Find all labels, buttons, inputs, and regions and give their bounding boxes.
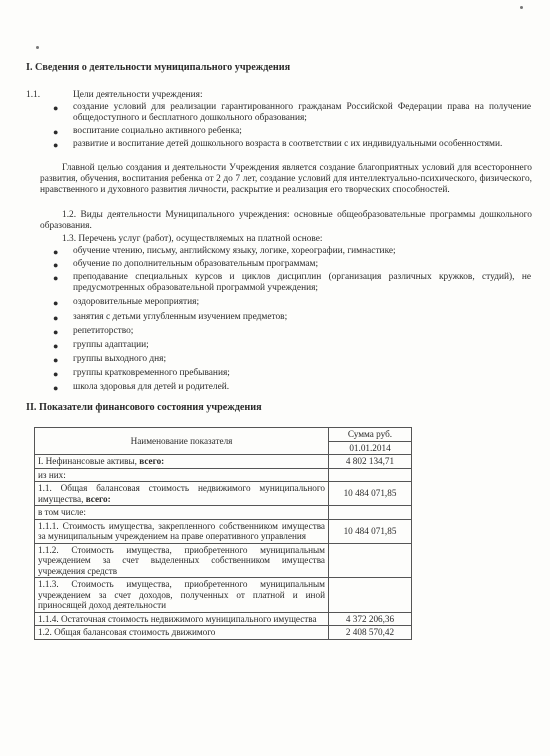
financial-table: [34, 427, 412, 640]
service-item: группы выходного дня;: [73, 354, 167, 364]
bullet-icon: ●: [53, 140, 59, 150]
bullet-icon: ●: [53, 313, 59, 323]
goals-label: 1.1.: [26, 90, 41, 100]
bullet-icon: ●: [53, 369, 59, 379]
row-value: 4 802 134,71: [329, 455, 412, 469]
row-value: [329, 468, 412, 482]
table-row: [35, 455, 412, 469]
row-value: [329, 506, 412, 520]
service-item: обучение чтению, письму, английскому языку, логике, хореографии, гимнастике;: [73, 246, 396, 256]
bullet-icon: ●: [53, 355, 59, 365]
bullet-icon: ●: [53, 327, 59, 337]
scan-speck: [520, 6, 523, 9]
row-name: из них:: [35, 468, 329, 482]
table-row: [35, 543, 412, 578]
goals-title: Цели деятельности учреждения:: [73, 90, 203, 100]
row-name: I. Нефинансовые активы, всего:: [35, 455, 329, 469]
bullet-icon: ●: [53, 298, 59, 308]
bullet-icon: ●: [53, 341, 59, 351]
table-row: [35, 612, 412, 626]
row-value: 2 408 570,42: [329, 626, 412, 640]
bullet-icon: ●: [53, 247, 59, 257]
table-row: [35, 519, 412, 543]
service-item: репетиторство;: [73, 326, 134, 336]
bullet-icon: ●: [53, 383, 59, 393]
service-item: преподавание специальных курсов и циклов дисциплин (организация различных кружков, студий), не предусмотренных образовательной программой учреждения;: [73, 272, 531, 293]
service-item: обучение по дополнительным образовательным программам;: [73, 259, 319, 269]
service-item: занятия с детьми углубленным изучением предметов;: [73, 312, 288, 322]
table-row: [35, 506, 412, 520]
row-value: [329, 578, 412, 613]
bullet-icon: ●: [53, 127, 59, 137]
service-item: группы кратковременного пребывания;: [73, 368, 230, 378]
bullet-icon: ●: [53, 273, 59, 283]
row-name: в том числе:: [35, 506, 329, 520]
row-name: 1.1. Общая балансовая стоимость недвижимого муниципального имущества, всего:: [35, 482, 329, 506]
table-header-row: [35, 428, 412, 442]
table-row: [35, 482, 412, 506]
row-name: 1.1.3. Стоимость имущества, приобретенного муниципальным учреждением за счет доходов, полученных от платной и иной приносящей доход деятельности: [35, 578, 329, 613]
activities-paragraph: 1.2. Виды деятельности Муниципального учреждения: основные общеобразовательные программы дошкольного образования.: [40, 210, 532, 231]
services-title: 1.3. Перечень услуг (работ), осуществляемых на платной основе:: [62, 234, 323, 244]
main-goal-paragraph: Главной целью создания и деятельности Учреждения является создание благоприятных условий для всестороннего развития, обучения, воспитания ребенка от 2 до 7 лет, создание условий для интеллектуально-психического, физического, нравственного и духовного развития личности, раскрытие и реализация его творческих способностей.: [40, 163, 532, 195]
header-sum: Сумма руб.: [329, 428, 412, 442]
service-item: оздоровительные мероприятия;: [73, 297, 200, 307]
section1-title: I. Сведения о деятельности муниципального учреждения: [26, 62, 291, 73]
row-value: 10 484 071,85: [329, 482, 412, 506]
bullet-icon: ●: [53, 103, 59, 113]
goal-item: развитие и воспитание детей дошкольного возраста в соответствии с их индивидуальными особенностями.: [73, 139, 503, 149]
row-value: 4 372 206,36: [329, 612, 412, 626]
header-date: 01.01.2014: [329, 441, 412, 455]
row-value: 10 484 071,85: [329, 519, 412, 543]
row-name: 1.2. Общая балансовая стоимость движимого: [35, 626, 329, 640]
header-name: Наименование показателя: [35, 428, 329, 455]
table-row: [35, 626, 412, 640]
goal-item: воспитание социально активного ребенка;: [73, 126, 242, 136]
row-name: 1.1.2. Стоимость имущества, приобретенного муниципальным учреждением за счет выделенных собственником имущества учреждения средств: [35, 543, 329, 578]
bullet-icon: ●: [53, 260, 59, 270]
row-name: 1.1.1. Стоимость имущества, закрепленного собственником имущества за муниципальным учреждением на праве оперативного управления: [35, 519, 329, 543]
row-value: [329, 543, 412, 578]
section2-title: II. Показатели финансового состояния учреждения: [26, 402, 262, 413]
scan-speck: [36, 46, 39, 49]
service-item: школа здоровья для детей и родителей.: [73, 382, 230, 392]
row-name: 1.1.4. Остаточная стоимость недвижимого муниципального имущества: [35, 612, 329, 626]
table-row: [35, 578, 412, 613]
goal-item: создание условий для реализации гарантированного гражданам Российской Федерации права на получение общедоступного и бесплатного дошкольного образования;: [73, 102, 531, 123]
table-row: [35, 468, 412, 482]
service-item: группы адаптации;: [73, 340, 149, 350]
